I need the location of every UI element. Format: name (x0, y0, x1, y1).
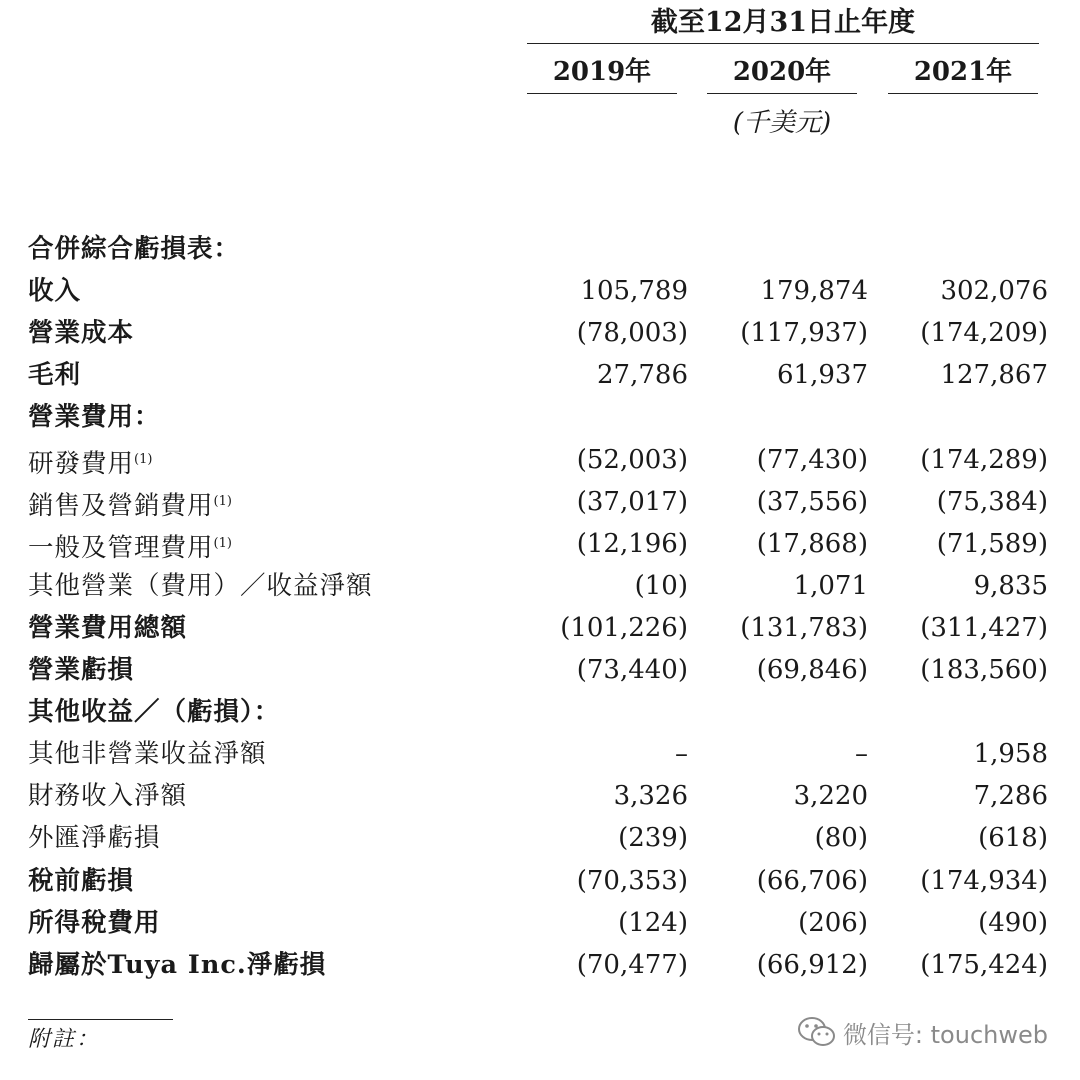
row-label-text: 收入 (28, 276, 82, 307)
value-cell-2019: – (675, 739, 688, 770)
value-cell-2021: (174,934) (920, 865, 1048, 896)
value-cell-2019: 105,789 (580, 276, 688, 307)
value-cell-2021: 1,958 (973, 739, 1048, 770)
table-row (0, 565, 1080, 607)
value-cell-2020: (77,430) (756, 444, 868, 475)
table-row (0, 607, 1080, 649)
row-label-text: 毛利 (28, 360, 82, 391)
row-label-text: 一般及管理費用 (28, 532, 214, 563)
row-label (28, 817, 161, 859)
row-label (28, 523, 232, 569)
value-cell-2019: (70,477) (576, 949, 688, 980)
footnote-rule (28, 1019, 173, 1020)
row-label (28, 481, 232, 527)
row-label-text: 營業費用： (28, 402, 161, 433)
value-cell-2019: (78,003) (576, 318, 688, 349)
value-cell-2021: 127,867 (940, 360, 1048, 391)
year-rule-2021 (888, 93, 1038, 94)
row-label (28, 691, 280, 733)
row-label-text: 歸屬於Tuya Inc.淨虧損 (28, 949, 327, 980)
year-heading-2020: 2020年 (732, 57, 832, 87)
value-cell-2019: (52,003) (576, 444, 688, 475)
row-label-text: 所得稅費用 (28, 907, 161, 938)
value-cell-2019: (37,017) (576, 486, 688, 517)
table-row (0, 860, 1080, 902)
value-cell-2020: 61,937 (777, 360, 868, 391)
value-cell-2021: 7,286 (973, 781, 1048, 812)
row-label (28, 944, 326, 986)
value-cell-2020: 3,220 (793, 781, 868, 812)
footnote-marker: (1) (134, 451, 153, 467)
wechat-icon (797, 1015, 837, 1049)
footnote-marker: (1) (213, 535, 232, 551)
table-row (0, 270, 1080, 312)
table-row (0, 312, 1080, 354)
watermark-text: 微信号: touchweb (842, 1020, 1048, 1049)
value-cell-2020: (131,783) (740, 612, 868, 643)
row-label-text: 營業虧損 (28, 655, 135, 685)
value-cell-2019: (12,196) (576, 528, 688, 559)
row-label (28, 860, 134, 902)
row-label-text: 營業成本 (28, 318, 135, 349)
watermark (797, 1012, 1048, 1052)
row-label-text: 稅前虧損 (28, 865, 135, 896)
value-cell-2020: 1,071 (793, 570, 868, 601)
value-cell-2020: (117,937) (740, 318, 868, 349)
year-rule-2019 (527, 93, 677, 94)
value-cell-2021: (490) (978, 907, 1048, 938)
value-cell-2021: 302,076 (940, 276, 1048, 307)
table-row (0, 228, 1080, 270)
row-label-text: 銷售及營銷費用 (28, 490, 214, 521)
value-cell-2020: (80) (814, 823, 868, 854)
value-cell-2021: (183,560) (920, 655, 1048, 685)
row-label-text: 合併綜合虧損表： (28, 234, 241, 264)
value-cell-2020: (37,556) (756, 486, 868, 517)
row-label-text: 外匯淨虧損 (28, 823, 161, 854)
value-cell-2021: (618) (978, 823, 1048, 854)
value-cell-2021: (174,289) (920, 444, 1048, 475)
table-row (0, 439, 1080, 481)
period-heading: 截至12月31日止年度 (650, 7, 916, 38)
row-label-text: 其他營業（費用）／收益淨額 (28, 570, 373, 601)
value-cell-2020: (17,868) (756, 528, 868, 559)
value-cell-2020: (206) (798, 907, 868, 938)
value-cell-2021: (311,427) (920, 612, 1048, 643)
value-cell-2020: (66,912) (756, 949, 868, 980)
table-row (0, 775, 1080, 817)
row-label (28, 649, 134, 691)
value-cell-2019: (124) (618, 907, 688, 938)
row-label (28, 354, 81, 396)
table-row (0, 691, 1080, 733)
value-cell-2019: 3,326 (613, 781, 688, 812)
value-cell-2021: 9,835 (973, 570, 1048, 601)
value-cell-2021: (71,589) (936, 528, 1048, 559)
row-label-text: 其他非營業收益淨額 (28, 739, 267, 770)
row-label (28, 228, 240, 270)
row-label (28, 439, 152, 485)
row-label (28, 270, 81, 312)
row-label (28, 312, 134, 354)
table-row (0, 396, 1080, 438)
value-cell-2019: 27,786 (597, 360, 688, 391)
table-row (0, 649, 1080, 691)
year-heading-2021: 2021年 (913, 57, 1013, 87)
value-cell-2019: (239) (618, 823, 688, 854)
value-cell-2020: 179,874 (760, 276, 868, 307)
row-label-text: 其他收益／（虧損）： (28, 697, 281, 728)
footnote-label: 附註： (28, 1027, 101, 1052)
year-heading-2019: 2019年 (552, 57, 652, 87)
table-row (0, 523, 1080, 565)
row-label (28, 902, 161, 944)
row-label (28, 396, 161, 438)
value-cell-2021: (75,384) (936, 486, 1048, 517)
table-row (0, 817, 1080, 859)
footnote-marker: (1) (213, 493, 232, 509)
row-label-text: 財務收入淨額 (28, 781, 188, 812)
value-cell-2019: (10) (634, 570, 688, 601)
row-label-text: 營業費用總額 (28, 612, 188, 643)
table-row (0, 902, 1080, 944)
value-cell-2020: – (855, 739, 868, 770)
value-cell-2019: (101,226) (560, 612, 688, 643)
year-rule-2020 (707, 93, 857, 94)
unit-label: (千美元) (732, 108, 832, 138)
table-row (0, 354, 1080, 396)
table-row (0, 733, 1080, 775)
row-label (28, 565, 373, 607)
row-label (28, 733, 267, 775)
value-cell-2019: (70,353) (576, 865, 688, 896)
value-cell-2021: (174,209) (920, 318, 1048, 349)
row-label (28, 775, 187, 817)
table-row (0, 481, 1080, 523)
period-rule (527, 43, 1039, 44)
value-cell-2019: (73,440) (576, 655, 688, 685)
row-label (28, 607, 187, 649)
row-label-text: 研發費用 (28, 448, 135, 479)
value-cell-2020: (66,706) (756, 865, 868, 896)
value-cell-2020: (69,846) (756, 655, 868, 685)
value-cell-2021: (175,424) (920, 949, 1048, 980)
table-row (0, 944, 1080, 986)
